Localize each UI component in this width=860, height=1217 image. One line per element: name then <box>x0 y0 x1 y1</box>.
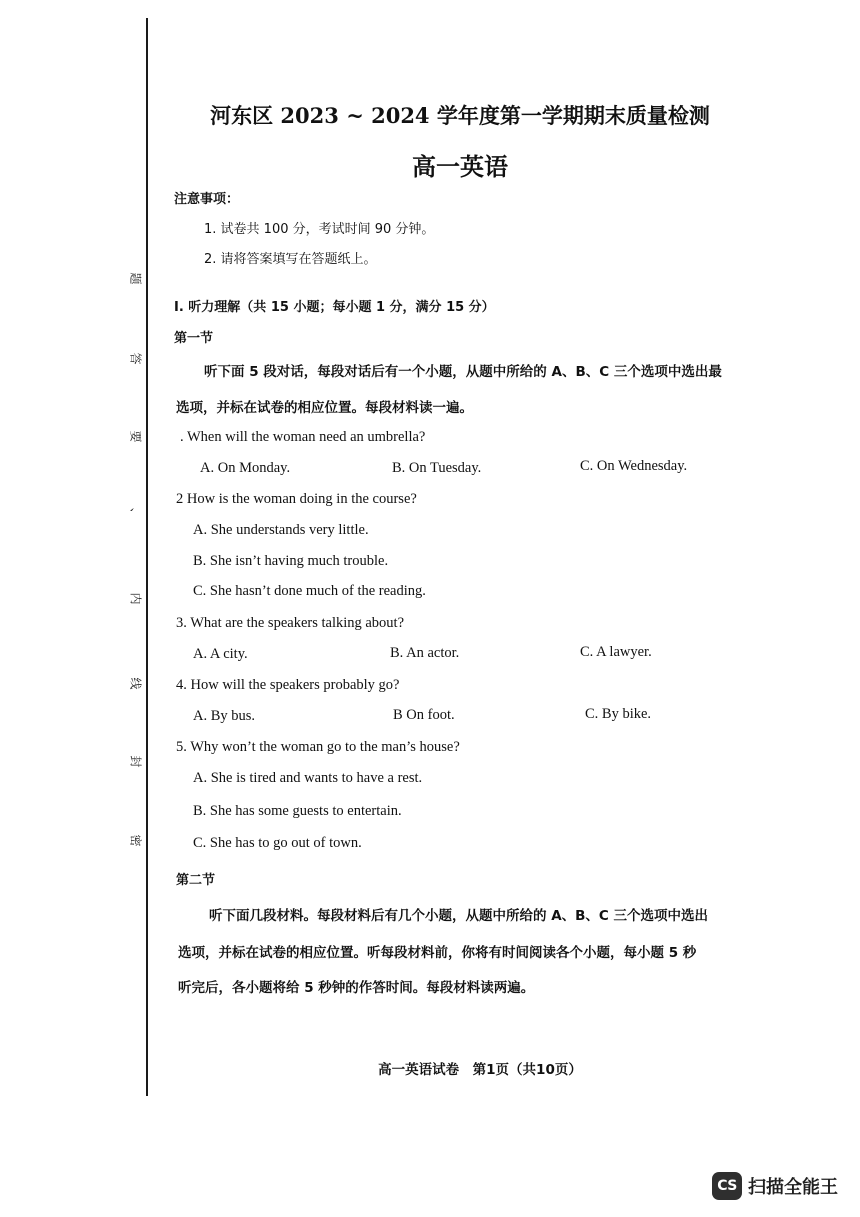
watermark-text: 扫描全能王 <box>748 1177 838 1198</box>
page-footer: 高一英语试卷 第1页（共10页） <box>378 1062 582 1078</box>
section-instruction: 听下面 5 段对话，每段对话后有一个小题，从题中所给的 A、B、C 三个选项中选出最 <box>204 364 722 380</box>
question-stem: 5. Why won’t the woman go to the man’s house? <box>176 739 460 755</box>
notice-item: 1. 试卷共 100 分，考试时间 90 分钟。 <box>204 222 435 237</box>
section-heading: 第二节 <box>176 873 216 888</box>
exam-title: 河东区 2023 ~ 2024 学年度第一学期期末质量检测 <box>210 103 710 128</box>
question-option: C. A lawyer. <box>580 644 652 660</box>
margin-label: 要 <box>128 430 143 443</box>
margin-label: 线 <box>128 677 143 690</box>
section-instruction: 听完后，各小题将给 5 秒钟的作答时间。每段材料读两遍。 <box>178 980 535 996</box>
section-heading: 第一节 <box>174 331 214 346</box>
section-instruction: 选项，并标在试卷的相应位置。听每段材料前，你将有时间阅读各个小题，每小题 5 秒 <box>178 945 697 961</box>
question-option: B. She isn’t having much trouble. <box>193 553 389 569</box>
margin-label: 密 <box>128 834 143 847</box>
part-heading: Ⅰ. 听力理解（共 15 小题；每小题 1 分，满分 15 分） <box>174 300 495 315</box>
question-option: B On foot. <box>393 707 455 723</box>
notice-item: 2. 请将答案填写在答题纸上。 <box>204 252 377 267</box>
subject-title: 高一英语 <box>412 153 508 181</box>
notice-heading: 注意事项： <box>174 192 240 207</box>
question-stem: 2 How is the woman doing in the course? <box>176 491 417 507</box>
question-option: A. She is tired and wants to have a rest. <box>193 770 423 786</box>
binding-line <box>146 18 148 1096</box>
margin-label: 、 <box>128 507 143 520</box>
question-option: C. She has to go out of town. <box>193 835 362 851</box>
scanner-watermark <box>712 1172 838 1200</box>
question-option: B. She has some guests to entertain. <box>193 803 402 819</box>
camscanner-logo-icon: CS <box>712 1172 742 1200</box>
margin-label: 答 <box>128 352 143 365</box>
question-stem: 3. What are the speakers talking about? <box>176 615 405 631</box>
question-option: A. On Monday. <box>200 460 291 476</box>
question-option: A. A city. <box>193 646 248 662</box>
question-option: C. By bike. <box>585 706 652 722</box>
question-stem: . When will the woman need an umbrella? <box>180 429 426 445</box>
question-stem: 4. How will the speakers probably go? <box>176 677 400 693</box>
question-option: B. On Tuesday. <box>392 460 482 476</box>
question-option: C. She hasn’t done much of the reading. <box>193 583 426 599</box>
question-option: A. By bus. <box>193 708 256 724</box>
margin-label: 封 <box>128 755 143 768</box>
section-instruction: 选项，并标在试卷的相应位置。每段材料读一遍。 <box>176 400 473 416</box>
question-option: B. An actor. <box>390 645 460 661</box>
section-instruction: 听下面几段材料。每段材料后有几个小题，从题中所给的 A、B、C 三个选项中选出 <box>209 908 709 924</box>
margin-label: 内 <box>128 592 143 605</box>
margin-label: 题 <box>128 272 143 285</box>
question-option: A. She understands very little. <box>193 522 369 538</box>
question-option: C. On Wednesday. <box>580 458 688 474</box>
